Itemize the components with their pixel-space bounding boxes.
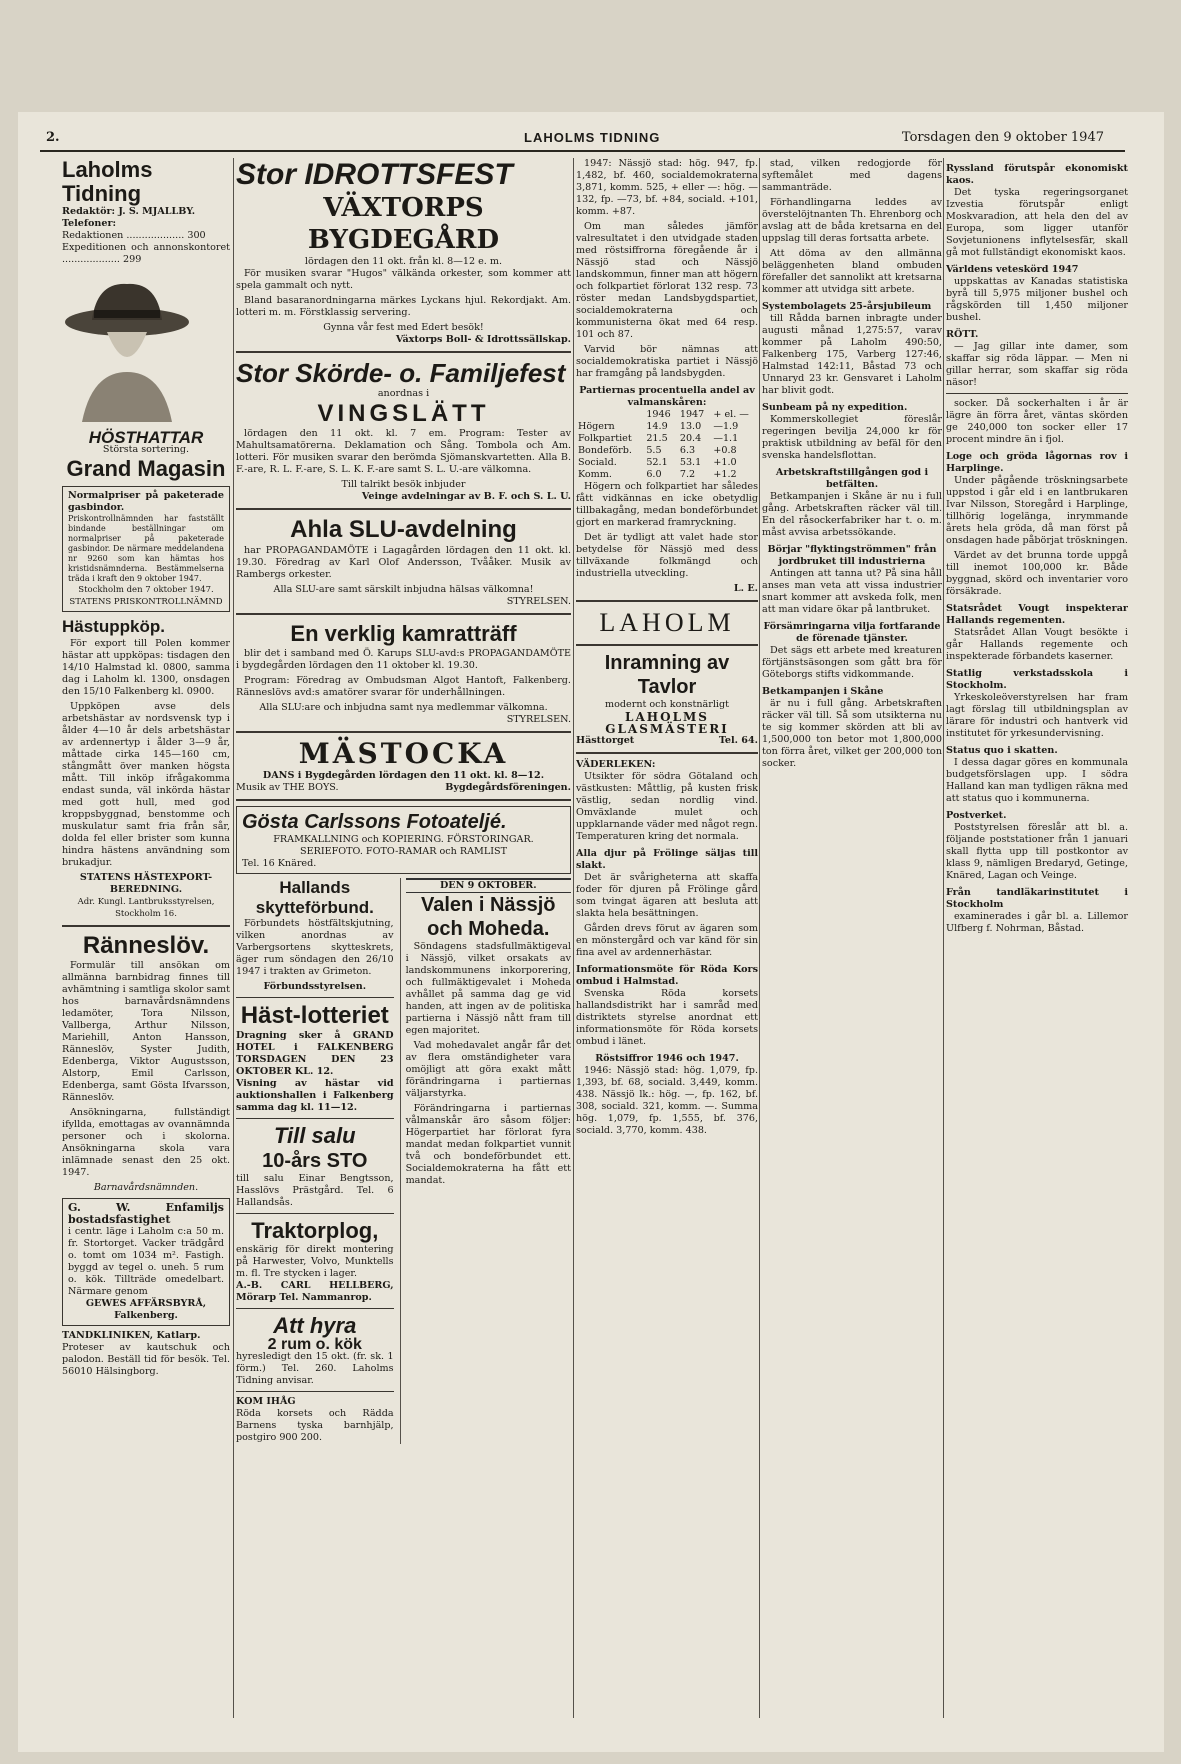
- gosta-ad: [236, 806, 571, 874]
- hallands-title: Hallands skytteförbund.: [255, 878, 374, 917]
- hats-subline: Största sortering.: [102, 444, 190, 455]
- table-header: [576, 409, 758, 421]
- ranneslov-title: Ränneslöv.: [82, 932, 210, 959]
- lower-ads-left: [236, 878, 394, 1444]
- mastocka-music: [236, 782, 571, 794]
- hastuppkop-signature: STATENS HÄSTEXPORT-BEREDNING.: [79, 872, 213, 895]
- system-title: Systembolagets 25-årsjubileum: [762, 301, 932, 312]
- column-1: [62, 158, 230, 1378]
- grand-magasin: Grand Magasin: [66, 456, 226, 481]
- hastuppkop-body-2: Uppköpen avse dels arbetshästar av nordsvensk typ i ålder 4—10 år dels arbetshästar av ardennertyp i ålder 3—9 år, måttade cirka 145—160 cm, stångmått över manken högsta mått. Till inköp ifrågakomma endast sunda, väl inkörda hästar med gott hull, med god kroppsbyggnad, benstomme och muskulatur samt fria från sår, dolda fel eller brister som kunna hindra hästens användning som brukadjur.: [62, 701, 230, 868]
- table-cell: 53.1: [679, 457, 702, 468]
- kamratraff-body-3: Alla SLU:are och inbjudna samt nya medlemmar välkomna.: [259, 702, 548, 713]
- table-cell: +1.2: [713, 469, 737, 480]
- skordefest-body: lördagen den 11 okt. kl. 7 em. Program: Tester av Mahultsamatörerna. Deklamation och Sång. Tombola och Am. lotteri. För musiken svarar den berömda Sjömanskvartetten. Alla B. F.-are, R. L. F.-are, S. L. K. F.-are samt S. L. U.-are välkomna.: [236, 428, 571, 475]
- idrottsfest-body-3: Gynna vår fest med Edert besök!: [323, 322, 484, 333]
- table-cell: 7.2: [679, 469, 696, 480]
- rostsiffror-title: Röstsiffror 1946 och 1947.: [595, 1053, 739, 1064]
- sunbeam-body: Kommerskollegiet föreslår regeringen bevilja 24,000 kr för praktisk utbildning av befäl för den svenska handelsflottan.: [762, 414, 942, 461]
- laholm-ad-title: LAHOLM: [599, 608, 735, 637]
- skordefest-title: Stor Skörde- o. Familjefest: [236, 358, 566, 388]
- idrottsfest-title: Stor IDROTTSFEST: [236, 158, 513, 191]
- table-cell: —1.1: [713, 433, 739, 444]
- kamratraff-body-2: Program: Föredrag av Ombudsman Algot Hantoft, Falkenberg. Ränneslövs avd:s amatörer svarar för underhållningen.: [236, 675, 571, 698]
- column-divider: [573, 158, 574, 1718]
- editor-line: Redaktör: J. S. MJALLBY.: [62, 206, 196, 217]
- table-cell: 21.5: [646, 433, 668, 444]
- normalpriser-notice: [62, 486, 230, 612]
- sto-body: till salu Einar Bengtsson, Hasslövs Prästgård. Tel. 6 Hallandsås.: [236, 1173, 394, 1208]
- forsamring-body: Det sägs ett arbete med kreaturen förtjänstsäsongen som gått bra för Göteborgs stifts vidkommande.: [762, 645, 942, 680]
- table-cell: 52.1: [646, 457, 668, 468]
- table-cell: 14.9: [646, 421, 668, 432]
- hat-illustration: [62, 272, 192, 422]
- loge-body-2: Värdet av det brunna torde uppgå till inemot 100,000 kr. Både byggnad, skörd och inventarier voro försäkrade.: [946, 550, 1128, 597]
- traktorplog-signature: A.-B. CARL HELLBERG, Mörarp Tel. Nammanrop.: [236, 1280, 394, 1303]
- mastocka-musik: Musik av THE BOYS.: [236, 782, 339, 793]
- lower-ads-right: [400, 878, 571, 1444]
- gw-title: G. W. Enfamiljs bostadsfastighet: [68, 1201, 224, 1226]
- ahla-body: har PROPAGANDAMÖTE i Lagagården lördagen den 11 okt. kl. 19.30. Föredrag av Karl Olof Andersson, Tvååker. Musik av Rambergs orkester.: [236, 545, 571, 580]
- table-cell: +0.8: [713, 445, 737, 456]
- phone-office: Expeditionen och annonskontoret ................... 299: [62, 242, 230, 265]
- idrottsfest-signature: Växtorps Boll- & Idrottssällskap.: [395, 334, 571, 345]
- postverket-title: Postverket.: [946, 810, 1007, 821]
- vougt-title: Statsrådet Vougt inspekterar Hallands regementen.: [946, 603, 1128, 626]
- table-row: [576, 457, 758, 469]
- statlig-body: Yrkeskoleöverstyrelsen har fram lagt förslag till utbildningsplan av lärare för industri och hantverk vid institutet för yrkesundervisning.: [946, 692, 1128, 739]
- status-body: I dessa dagar göres en kommunala budgetsförslagen upp. I södra Halland kan man tydligen räkna med att status quo i kommunerna.: [946, 757, 1128, 804]
- forsamring-title: Försämringarna vilja fortfarande de förenade tjänster.: [763, 621, 941, 644]
- table-cell: —1.9: [713, 421, 739, 432]
- table-header-cell: 1947: [679, 409, 705, 420]
- mastocka-signature: Bygdegårdsföreningen.: [445, 782, 571, 793]
- ahla-title: Ahla SLU-avdelning: [290, 516, 517, 543]
- att-hyra: Att hyra: [273, 1313, 357, 1338]
- column-divider: [943, 158, 944, 1718]
- vader-body: Utsikter för södra Götaland och västkusten: Måttlig, på kusten frisk västlig, sedan nordlig vind. Omväxlande mulet och uppklarnande väder med något regn. Temperaturen kring det normala.: [576, 771, 758, 842]
- komihag-title: KOM IHÅG: [236, 1396, 296, 1407]
- table-cell: Folkpartiet: [578, 433, 632, 444]
- idrottsfest-body: För musiken svarar "Hugos" välkända orkester, som kommer att spela gammalt och nytt.: [236, 268, 571, 291]
- c3-body: 1947: Nässjö stad: hög. 947, fp. 1,482, bf. 460, socialdemokraterna 3,871, komm. 525, + eller —: hög. —132, fp. —73, bf. +84, sociald. +101, komm. +87.: [576, 158, 758, 217]
- gw-ad: [62, 1198, 230, 1326]
- ranneslov-signature: Barnavårdsnämnden.: [93, 1182, 199, 1193]
- table-header-cell: [576, 409, 644, 421]
- varlden-title: Världens veteskörd 1947: [946, 264, 1079, 275]
- skordefest-body-2: Till talrikt besök inbjuder: [341, 479, 466, 490]
- column-5: [946, 158, 1128, 938]
- phone-heading: Telefoner:: [62, 218, 117, 229]
- betkampanj-body: är nu i full gång. Arbetskraften räcker väl till. Så som utsikterna nu te sig kommer skörden att bli av 1,500,000 ton betor mot 1,800,000 ton förra året, vilket ger 200,000 ton socker.: [762, 698, 942, 769]
- traktorplog-title: Traktorplog,: [251, 1218, 379, 1243]
- gosta-body: FRAMKALLNING och KOPIERING. FÖRSTORINGAR. SERIEFOTO. FOTO-RAMAR och RAMLIST: [273, 834, 534, 857]
- idrottsfest-body-2: Bland basaranordningarna märkes Lyckans hjul. Rekordjakt. Am. lotteri m. m. Förstklassig servering.: [236, 295, 571, 318]
- table-cell: 6.0: [646, 469, 662, 480]
- table-cell: 13.0: [679, 421, 702, 432]
- rostsiffror-body: 1946: Nässjö stad: hög. 1,079, fp. 1,393, bf. 68, sociald. 3,449, komm. 438. Nässjö lk.: hög. —, fp. 162, bf. 308, sociald. 321, komm. —. Summa hög. 1,079, fp. 1,555, bf. 376, sociald. 3,770, komm. 438.: [576, 1065, 758, 1136]
- table-row: [576, 469, 758, 481]
- kamratraff-signature: STYRELSEN.: [506, 714, 571, 725]
- ranneslov-body-2: Ansökningarna, fullständigt ifyllda, emottagas av ovannämnda personer och i skolorna. Ansökningarna skola vara inlämnade senast den 25 okt. 1947.: [62, 1107, 230, 1178]
- tel-64: Tel. 64.: [718, 735, 758, 746]
- paper-title: Laholms Tidning: [62, 158, 153, 206]
- notice-body: Priskontrollnämnden har fastställt bindande beställningar om normalpriser på paketerade gasbindor. De närmare meddelandena nr 9260 som kan hämtas hos kristidsnämnderna. Bestämmelserna träda i kraft den 9 oktober 1947.: [68, 514, 224, 583]
- nasjo-body-3: Förändringarna i partiernas vålmanskår äro såsom följer: Högerpartiet har förlorat fyra mandat medan folkpartiet vunnit två och bondeförbundet ett. Socialdemokraterna ha fått ett mandat.: [405, 1103, 571, 1186]
- hastlotteriet: Häst-lotteriet: [240, 1002, 389, 1029]
- frolinge-title: Alla djur på Frölinge säljas till slakt.: [576, 848, 758, 871]
- tandlakar-body: examinerades i går bl. a. Lillemor Ulfberg f. Nohrman, Båstad.: [946, 911, 1128, 934]
- notice-signature: Stockholm den 7 oktober 1947. STATENS PRISKONTROLLNÄMND: [69, 585, 223, 607]
- c3-body-4: Högern och folkpartiet har således fått vidkännas en icke obetydlig tillbakagång, medan bondeförbundet gjort en markerad framryckning.: [576, 481, 758, 528]
- loge-title: Loge och gröda lågornas rov i Harplinge.: [946, 451, 1128, 474]
- vader-title: VÄDERLEKEN:: [576, 759, 656, 770]
- flykting-body: Antingen att tanna ut? På sina håll anses man veta att vissa industrier snart kommer att avskeda folk, men att man vidare ökar på lantbruket.: [762, 568, 942, 615]
- kamratraff-title: En verklig kamratträff: [290, 621, 517, 646]
- nasjo-body-2: Vad mohedavalet angår får det av flera omständigheter vara omöjligt att göra exakt mått förändringarna i partiernas väljarstyrka.: [405, 1040, 571, 1099]
- betkampanj-title: Betkampanjen i Skåne: [762, 686, 884, 697]
- phone-editorial: Redaktionen ................... 300: [62, 230, 206, 241]
- rum-kok: 2 rum o. kök: [267, 1336, 362, 1353]
- c4-body: stad, vilken redogjorde för syftemålet med dagens sammanträde.: [762, 158, 942, 193]
- sunbeam-title: Sunbeam på ny expedition.: [762, 402, 908, 413]
- c3-body-3: Varvid bör nämnas att socialdemokratiska partiet i Nässjö har framgång på landsbygden.: [576, 344, 758, 379]
- system-body: till Rådda barnen inbragte under augusti månad 1,275:57, varav kommer på Laholm 490:50, Falkenberg 175, Varberg 127:46, Halmstad 142:11, Båstad 73 och Unnaryd 23 kr. Gensvaret i Laholm har blivit godt.: [762, 313, 942, 396]
- lotteri-body-2: Visning av hästar vid auktionshallen i Falkenberg samma dag kl. 11—12.: [236, 1078, 394, 1113]
- inramning-body: modernt och konstnärligt: [605, 699, 729, 710]
- status-title: Status quo i skatten.: [946, 745, 1058, 756]
- nasjo-head: DEN 9 OKTOBER.: [406, 878, 571, 893]
- table-cell: Sociald.: [578, 457, 617, 468]
- c4-body-2: Förhandlingarna leddes av överstelöjtnanten Th. Ehrenborg och avslag att de båda kretsarna en del uppslag till deras fortsatta arbete.: [762, 197, 942, 244]
- hats-headline: HÖSTHATTAR: [88, 428, 204, 447]
- info-body: Svenska Röda korsets hallandsdistrikt har i samråd med distriktets styrelse anordnat ett informationsmöte för Röda korsets ombud i länet.: [576, 988, 758, 1047]
- table-row: [576, 433, 758, 445]
- gosta-title: Gösta Carlssons Fotoateljé.: [242, 811, 507, 833]
- hastuppkop-title: Hästuppköp.: [62, 617, 165, 636]
- column-4: [762, 158, 942, 773]
- info-title: Informationsmöte för Röda Kors ombud i Halmstad.: [576, 964, 758, 987]
- c3-body-2: Om man således jämför valresultatet i den utvidgade staden med röstsiffrorna föregående år i Nässjö stad och Nässjö landskommun, finner man att högern och folkpartiet förlorat 132 resp. 73 röster medan Landsbygdspartiet, socialdemokraterna och kommunisterna ökat med 64 resp. 101 och 87.: [576, 221, 758, 340]
- column-divider: [233, 158, 234, 1718]
- kamratraff-body: blir det i samband med Ö. Karups SLU-avd:s PROPAGANDAMÖTE i bygdegården lördagen den 11 oktober kl. 19.30.: [236, 648, 571, 671]
- ryssland-body: Det tyska regeringsorganet Izvestia förutspår enligt Moskvaradion, att hela den del av Europa, som ligger utanför Sovjetunionens inflytelsesfär, skall gå mot fullständigt ekonomiskt kaos.: [946, 187, 1128, 258]
- ahla-body-2: Alla SLU-are samt särskilt inbjudna hälsas välkomna!: [273, 584, 534, 595]
- c3-signature: L. E.: [733, 583, 758, 594]
- table-cell: Högern: [578, 421, 615, 432]
- tandkliniken-body: Proteser av kautschuk och palodon. Beställ tid för besök. Tel. 56010 Hälsingborg.: [62, 1342, 230, 1377]
- table-cell: Komm.: [578, 469, 612, 480]
- statlig-title: Statlig verkstadsskola i Stockholm.: [946, 668, 1128, 691]
- gewes: GEWES AFFÄRSBYRÅ, Falkenberg.: [85, 1298, 207, 1321]
- c3-body-5: Det är tydligt att valet hade stor betydelse för Nässjö med dess tillväxande folkmängd och industriella utveckling.: [576, 532, 758, 579]
- table-header-cell: 1946: [646, 409, 671, 420]
- table-row: [576, 421, 758, 433]
- hastuppkop-body: För export till Polen kommer hästar att uppköpas: tisdagen den 14/10 Halmstad kl. 0800, samma dag i Laholm kl. 1300, onsdagen den 15/10 Falkenberg kl. 0900.: [62, 638, 230, 697]
- inramning-title: Inramning av Tavlor: [604, 652, 730, 698]
- rott-title: RÖTT.: [946, 329, 979, 340]
- table-cell: 6.3: [679, 445, 696, 456]
- rum-body: hyresledigt den 15 okt. (fr. sk. 1 förm.) Tel. 260. Laholms Tidning anvisar.: [236, 1351, 394, 1386]
- table-cell: 20.4: [679, 433, 702, 444]
- vingslatt: VINGSLÄTT: [317, 400, 490, 427]
- idrottsfest-date: lördagen den 11 okt. från kl. 8—12 e. m.: [304, 256, 503, 267]
- tandlakar-title: Från tandläkarinstitutet i Stockholm: [946, 887, 1128, 910]
- idrottsfest-venue: VÄXTORPS BYGDEGÅRD: [307, 193, 500, 255]
- lower-ads: [236, 878, 571, 1444]
- komihag-body: Röda korsets och Rädda Barnens tyska barnhjälp, postgiro 900 200.: [236, 1408, 394, 1443]
- loge-body: Under pågående tröskningsarbete uppstod i går eld i en lantbrukaren Ivar Nilsson, Storegård i Harplinge, tillhörig logelänga, inrymmande årets hela gröda, då man först på onsdagen hade påbörjat tröskningen.: [946, 475, 1128, 546]
- mastocka-title: MÄSTOCKA: [298, 737, 509, 770]
- frolinge-body-2: Gården drevs förut av ägaren som en mönstergård och var känd för sin fina avel av ardennerhästar.: [576, 923, 758, 958]
- column-2: [236, 158, 571, 1444]
- hasttorget: Hästtorget: [576, 735, 635, 746]
- page-header: [24, 130, 1104, 150]
- vougt-body: Statsrådet Allan Vougt besökte i går Hallands regemente och inspekterade förbandets kaserner.: [946, 627, 1128, 662]
- table-cell: 5.5: [646, 445, 662, 456]
- tandkliniken-title: TANDKLINIKEN, Katlarp.: [62, 1330, 201, 1341]
- varlden-body: uppskattas av Kanadas statistiska byrå till 5,975 miljoner bushel och rågskörden till 1,450 miljoner bushel.: [946, 276, 1128, 323]
- lotteri-body: Dragning sker å GRAND HOTEL i FALKENBERG TORSDAGEN DEN 23 OKTOBER KL. 12.: [236, 1030, 394, 1077]
- c4-body-3: Att döma av den allmänna beläggenheten bland ombuden förefaller det sannolikt att kretsarna kommer att utvidga sitt arbete.: [762, 248, 942, 295]
- mastocka-body: DANS i Bygdegården lördagen den 11 okt. kl. 8—12.: [262, 770, 545, 781]
- header-rule: [40, 150, 1125, 152]
- traktorplog-body: enskärig för direkt montering på Harwester, Volvo, Munktells m. fl. Tre stycken i lager.: [236, 1244, 394, 1279]
- table-header-cell: + el. —: [713, 409, 749, 420]
- flykting-title: Börjar "flyktingströmmen" från jordbruket till industrierna: [767, 544, 937, 567]
- column-3: [576, 158, 758, 1140]
- gosta-tel: Tel. 16 Knäred.: [242, 858, 317, 869]
- frolinge-body: Det är svårigheterna att skaffa foder för djuren på Frölinge gård som tvingat ägaren att besluta att slakta hela besättningen.: [576, 872, 758, 919]
- sto-title: 10-års STO: [262, 1150, 368, 1172]
- table-row: [576, 445, 758, 457]
- nasjo-title: Valen i Nässjö och Moheda.: [421, 894, 556, 940]
- column-divider: [759, 158, 760, 1718]
- table-cell: Bondeförb.: [578, 445, 632, 456]
- issue-date: Torsdagen den 9 oktober 1947: [901, 130, 1104, 145]
- ahla-signature: STYRELSEN.: [506, 596, 571, 607]
- arbetskraft-title: Arbetskraftstillgången god i betfälten.: [775, 467, 929, 490]
- party-table: [576, 409, 758, 481]
- rott-body: — Jag gillar inte damer, som skaffar sig röda läppar. — Men ni gillar herrar, som skaffar sig röda näsor!: [946, 341, 1128, 388]
- table-cell: +1.0: [713, 457, 737, 468]
- hastuppkop-address: Adr. Kungl. Lantbruksstyrelsen, Stockholm 16.: [77, 897, 215, 919]
- socker-body: socker. Då sockerhalten i år är lägre än förra året, väntas skörden ge 240,000 ton socker eller 17 procent mindre än i fjol.: [946, 398, 1128, 445]
- hallands-body: Förbundets höstfältskjutning, vilken anordnas av Varbergsortens skytteskrets, äger rum söndagen den 26/10 1947 i trakten av Grimeton.: [236, 918, 394, 977]
- party-table-title: Partiernas procentuella andel av valmanskåren:: [579, 385, 755, 408]
- ryssland-title: Ryssland förutspår ekonomiskt kaos.: [946, 163, 1128, 186]
- notice-title: Normalpriser på paketerade gasbindor.: [68, 490, 224, 513]
- ranneslov-body: Formulär till ansökan om allmänna barnbidrag finnes till avhämtning i samtliga skolor samt hos barnavårdsnämndens ledamöter, Tora Nilsson, Vallberga, Arthur Nilsson, Mariehill, Anton Hansson, Ränneslöv, Syster Judith, Edenberga, Viktor Augustsson, Alstorp, Emil Carlsson, Edenberga, samt Gösta Ifvarsson, Ränneslöv.: [62, 960, 230, 1103]
- nasjo-body: Söndagens stadsfullmäktigeval i Nässjö, vilket orsakats av landskommunens inkorporering, och fullmäktigevalet i Moheda avhållet på samma dag ge vid handen, att ingen av de politiska partierna i Nässjö nått fram till egen majoritet.: [405, 941, 571, 1036]
- masthead: LAHOLMS TIDNING: [524, 130, 661, 145]
- gw-body: i centr. läge i Laholm c:a 50 m. fr. Stortorget. Vacker trädgård o. tomt om 1034 m². Fastigh. byggd av tegel o. uneh. 5 rum o. kök. Tillträde omedelbart. Närmare genom: [68, 1226, 224, 1297]
- page-number: 2.: [46, 130, 60, 145]
- till-salu: Till salu: [274, 1123, 356, 1148]
- glasmasteri: LAHOLMS GLASMÄSTERI: [605, 710, 729, 736]
- skordefest-signature: Veinge avdelningar av B. F. och S. L. U.: [361, 491, 571, 502]
- arbetskraft-body: Betkampanjen i Skåne är nu i full gång. Arbetskraften räcker väl till. En del råsockerfabriker har t. o. m. måst avvisa arbetssökande.: [762, 491, 942, 538]
- glasmasteri-contact: [576, 735, 758, 747]
- postverket-body: Poststyrelsen föreslår att bl. a. följande poststationer från 1 januari skall flytta upp till postkontor av klass 9, nämligen Bredaryd, Getinge, Knäred, Lagan och Veinge.: [946, 822, 1128, 881]
- skordefest-anordnas: anordnas i: [377, 388, 430, 399]
- hallands-signature: Förbundsstyrelsen.: [263, 981, 367, 992]
